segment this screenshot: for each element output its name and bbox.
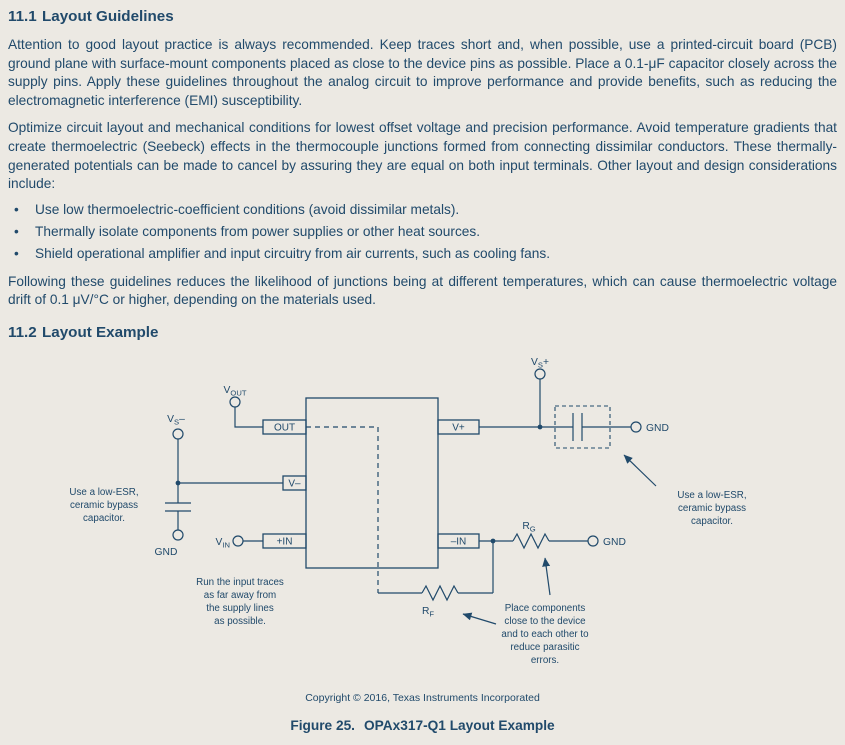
- gnd-label: GND: [646, 422, 669, 434]
- annotation-arrow: [624, 455, 656, 486]
- gnd-terminal: [173, 530, 183, 540]
- section-number: 11.2: [8, 323, 37, 341]
- vout-label: $V_{OUT}$: [223, 384, 247, 398]
- bullet-icon: •: [14, 245, 19, 261]
- list-item: [8, 245, 837, 264]
- vs-plus-label: $V_S+$: [531, 356, 549, 370]
- vin-terminal: [233, 536, 243, 546]
- layout-example-diagram-wrap: [58, 353, 837, 689]
- minus-in-branch: [479, 521, 626, 548]
- note-line: ceramic bypass: [69, 499, 139, 511]
- bullet-icon: •: [14, 223, 19, 239]
- note-line: Use a low-ESR,: [677, 489, 747, 501]
- note-line: the supply lines: [206, 602, 274, 614]
- ic-outline: [306, 398, 438, 568]
- list-item-text: Shield operational amplifier and input circuitry from air currents, such as cooling fans.: [35, 245, 551, 261]
- vin-branch: [216, 536, 263, 550]
- note-line: reduce parasitic: [510, 641, 580, 653]
- rg-label: $R_G$: [522, 520, 536, 534]
- vs-plus-terminal: [535, 369, 545, 379]
- note-line: errors.: [530, 654, 560, 666]
- vs-minus-label: $V_S-$: [167, 413, 185, 427]
- note-line: close to the device: [504, 615, 586, 627]
- rg-resistor: [513, 534, 549, 548]
- copyright-line: Copyright © 2016, Texas Instruments Incorporated: [305, 692, 540, 705]
- section-title: Layout Example: [42, 323, 159, 341]
- layout-considerations-list: [8, 201, 837, 264]
- paragraph-optimize-layout: Optimize circuit layout and mechanical conditions for lowest offset voltage and precision performance. Avoid temperature gradients that create thermoelectric (Seebeck) effects in the thermocouple junctions formed from connecting dissimilar conductors. These thermally-generated potentials can be made to cancel by assuring they are equal on both input terminals. Other layout and design considerations include:: [8, 120, 837, 192]
- pin-label-minus-in: –IN: [450, 536, 467, 548]
- gnd-terminal: [631, 422, 641, 432]
- note-left-bypass-cap: [69, 487, 138, 524]
- figure-caption-title: OPAx317-Q1 Layout Example: [363, 717, 555, 733]
- pin-label-out: OUT: [273, 422, 296, 434]
- note-line: Place components: [504, 602, 586, 614]
- note-place-components: [463, 558, 589, 666]
- rf-label: $R_F$: [421, 605, 435, 619]
- note-line: and to each other to: [501, 628, 589, 640]
- vout-branch: [224, 385, 263, 427]
- pin-label-v-plus: V+: [452, 422, 465, 434]
- gnd-label: GND: [603, 536, 626, 548]
- gnd-label: GND: [154, 546, 178, 558]
- vs-plus-branch: [531, 357, 549, 429]
- paragraph-following-guidelines: Following these guidelines reduces the likelihood of junctions being at different temperatures, which can cause thermoelectric voltage drift of 0.1 μV/°C or higher, depending on the materials used.: [8, 273, 837, 308]
- note-line: Use a low-ESR,: [69, 486, 139, 498]
- note-line: as far away from: [203, 589, 277, 601]
- paragraph-layout-practice: Attention to good layout practice is always recommended. Keep traces short and, when possible, use a printed-circuit board (PCB) ground plane with surface-mount components placed as close to the device pins as possible. Place a 0.1-μF capacitor closely across the supply pins. Apply these guidelines throughout the analog circuit to improve performance and provide benefits, such as reducing the electromagnetic interference (EMI) susceptibility.: [8, 37, 837, 108]
- figure-25: [8, 353, 837, 736]
- section-11-2-heading: [8, 323, 837, 343]
- note-line: capacitor.: [83, 512, 125, 524]
- rf-resistor: [422, 586, 458, 600]
- section-title: Layout Guidelines: [42, 8, 174, 25]
- v-plus-branch: [479, 406, 669, 448]
- note-right-bypass-cap: [624, 455, 747, 527]
- list-item: [8, 223, 837, 242]
- figure-caption: [8, 717, 837, 736]
- note-line: as possible.: [214, 615, 266, 627]
- note-line: capacitor.: [691, 515, 733, 527]
- figure-caption-label: Figure 25.: [290, 717, 355, 733]
- vout-terminal: [230, 397, 240, 407]
- annotation-arrow: [463, 614, 496, 624]
- note-input-traces: [196, 577, 284, 627]
- section-number: 11.1: [8, 8, 37, 25]
- note-line: Run the input traces: [196, 576, 284, 588]
- list-item-text: Use low thermoelectric-coefficient conditions (avoid dissimilar metals).: [35, 201, 460, 217]
- pin-label-v-minus: V–: [288, 478, 301, 490]
- list-item-text: Thermally isolate components from power supplies or other heat sources.: [35, 223, 481, 239]
- note-line: ceramic bypass: [677, 502, 747, 514]
- vs-minus-terminal: [173, 429, 183, 439]
- opamp-ic: [263, 398, 479, 568]
- vout-wire: [235, 407, 263, 427]
- layout-example-diagram: [58, 353, 838, 683]
- feedback-path: [306, 427, 495, 619]
- vin-label: $V_{IN}$: [215, 536, 230, 550]
- gnd-terminal: [588, 536, 598, 546]
- section-11-1-heading: [8, 7, 837, 27]
- annotation-arrow: [545, 558, 550, 595]
- list-item: [8, 201, 837, 220]
- pin-label-plus-in: +IN: [276, 536, 293, 548]
- bullet-icon: •: [14, 201, 19, 217]
